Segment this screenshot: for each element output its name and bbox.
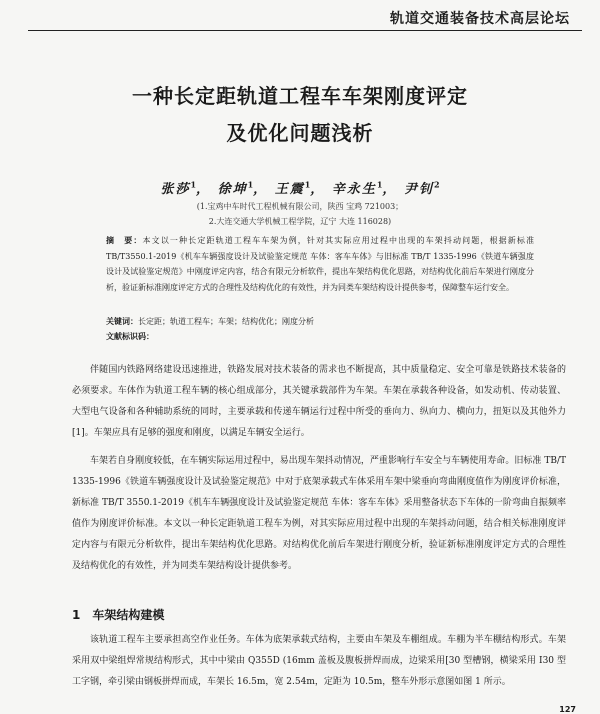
author-list: 张莎$^1$， 徐坤$^1$， 王震$^1$， 辛永生$^1$， 尹钊$^2$ [160,179,440,197]
affiliation-2: 2.大连交通大学机械工程学院，辽宁 大连 116028) [208,217,392,226]
body-paragraph-2 [72,451,566,577]
section-heading: 1 车架结构建模 [72,608,165,622]
author: 王震$^1$ [274,179,311,197]
paragraph-text: 车架若自身刚度较低，在车辆实际运用过程中，易出现车架抖动情况，严重影响行车安全与车辆使用寿命。旧标准 TB/T 1335-1996《铁道车辆强度设计及试验鉴定规范》中对于底架承载式车体采用车架中梁垂向弯曲刚度值作为刚度评价标准，新标准 TB/T 3550.1-2019《机车车辆强度设计及试验鉴定规范 车体：客车车体》采用整备状态下车体的一阶弯曲自振频率值作为刚度评价标准。本文以一种长定距轨道工程车为例，对其实际应用过程中出现的车架抖动问题，结合相关标准刚度评定内容与有限元分析软件，提出车架结构优化思路。对结构优化前后车架进行刚度分析，验证新标准刚度评定方式的合理性及结构优化的有效性，并为同类车架结构设计提供参考。 [72,456,566,571]
document-code-label: 文献标识码： [106,331,154,341]
author: 尹钊$^2$ [403,179,440,197]
paragraph-text: 该轨道工程车主要承担高空作业任务。车体为底架承载式结构，主要由车架及车棚组成。车棚为半车棚结构形式。车架采用双中梁组焊常规结构形式，其中中梁由 Q355D (16mm 盖板及腹板拼焊而成，边梁采用[30 型槽钢，横梁采用 I30 型工字钢，牵引梁由钢板拼焊而成，车架长 16.5m，宽 2.54m，定距为 10.5m，整车外形示意图如图 1 所示。 [72,635,566,687]
author: 徐坤$^1$ [217,179,254,197]
paper-title-line-1: 一种长定距轨道工程车车架刚度评定 [132,84,468,108]
keywords-text: 长定距；轨道工程车；车架；结构优化；刚度分析 [138,317,314,326]
abstract-text: 本文以一种长定距轨道工程车车架为例，针对其实际应用过程中出现的车架抖动问题，根据新标准 TB/T3550.1-2019《机车车辆强度设计及试验鉴定规范 车体：客车车体》与旧标准 TB/T 1335-1996《铁道车辆强度设计及试验鉴定规范》中刚度评定内容，结合有限元分析软件，提出车架结构优化思路，对结构优化前后车架进行刚度分析，验证新标准刚度评定方式的合理性及结构优化的有效性，并为同类车架结构设计提供参考，保障整车运行安全。 [106,236,535,292]
header-rule [28,30,582,31]
author: 张莎$^1$ [160,179,197,197]
abstract-label: 摘 要： [106,235,143,245]
journal-title: 轨道交通装备技术高层论坛 [390,11,570,27]
paper-title-line-2: 及优化问题浅析 [226,121,374,145]
keywords-block [106,314,534,344]
body-paragraph-1 [72,360,566,444]
author: 辛永生$^1$ [331,179,383,197]
affiliation-1: (1.宝鸡中车时代工程机械有限公司，陕西 宝鸡 721003； [196,202,404,211]
page-number: 127 [559,705,576,714]
page-header [0,0,600,34]
document-code [106,329,534,344]
keywords [106,314,534,329]
abstract [106,233,534,295]
body-paragraph-3 [72,630,566,693]
keywords-label: 关键词： [106,316,138,326]
paragraph-text: 伴随国内铁路网络建设迅速推进，铁路发展对技术装备的需求也不断提高，其中质量稳定、安全可靠是铁路技术装备的必须要求。车体作为轨道工程车辆的核心组成部分，其关键承载部件为车架。车架在承载各种设备，如发动机、传动装置、大型电气设备和各种辅助系统的同时，主要承载和传递车辆运行过程中所受的垂向力、纵向力、横向力，扭矩以及其他外力[1]。车架应具有足够的强度和刚度，以满足车辆安全运行。 [72,365,566,438]
